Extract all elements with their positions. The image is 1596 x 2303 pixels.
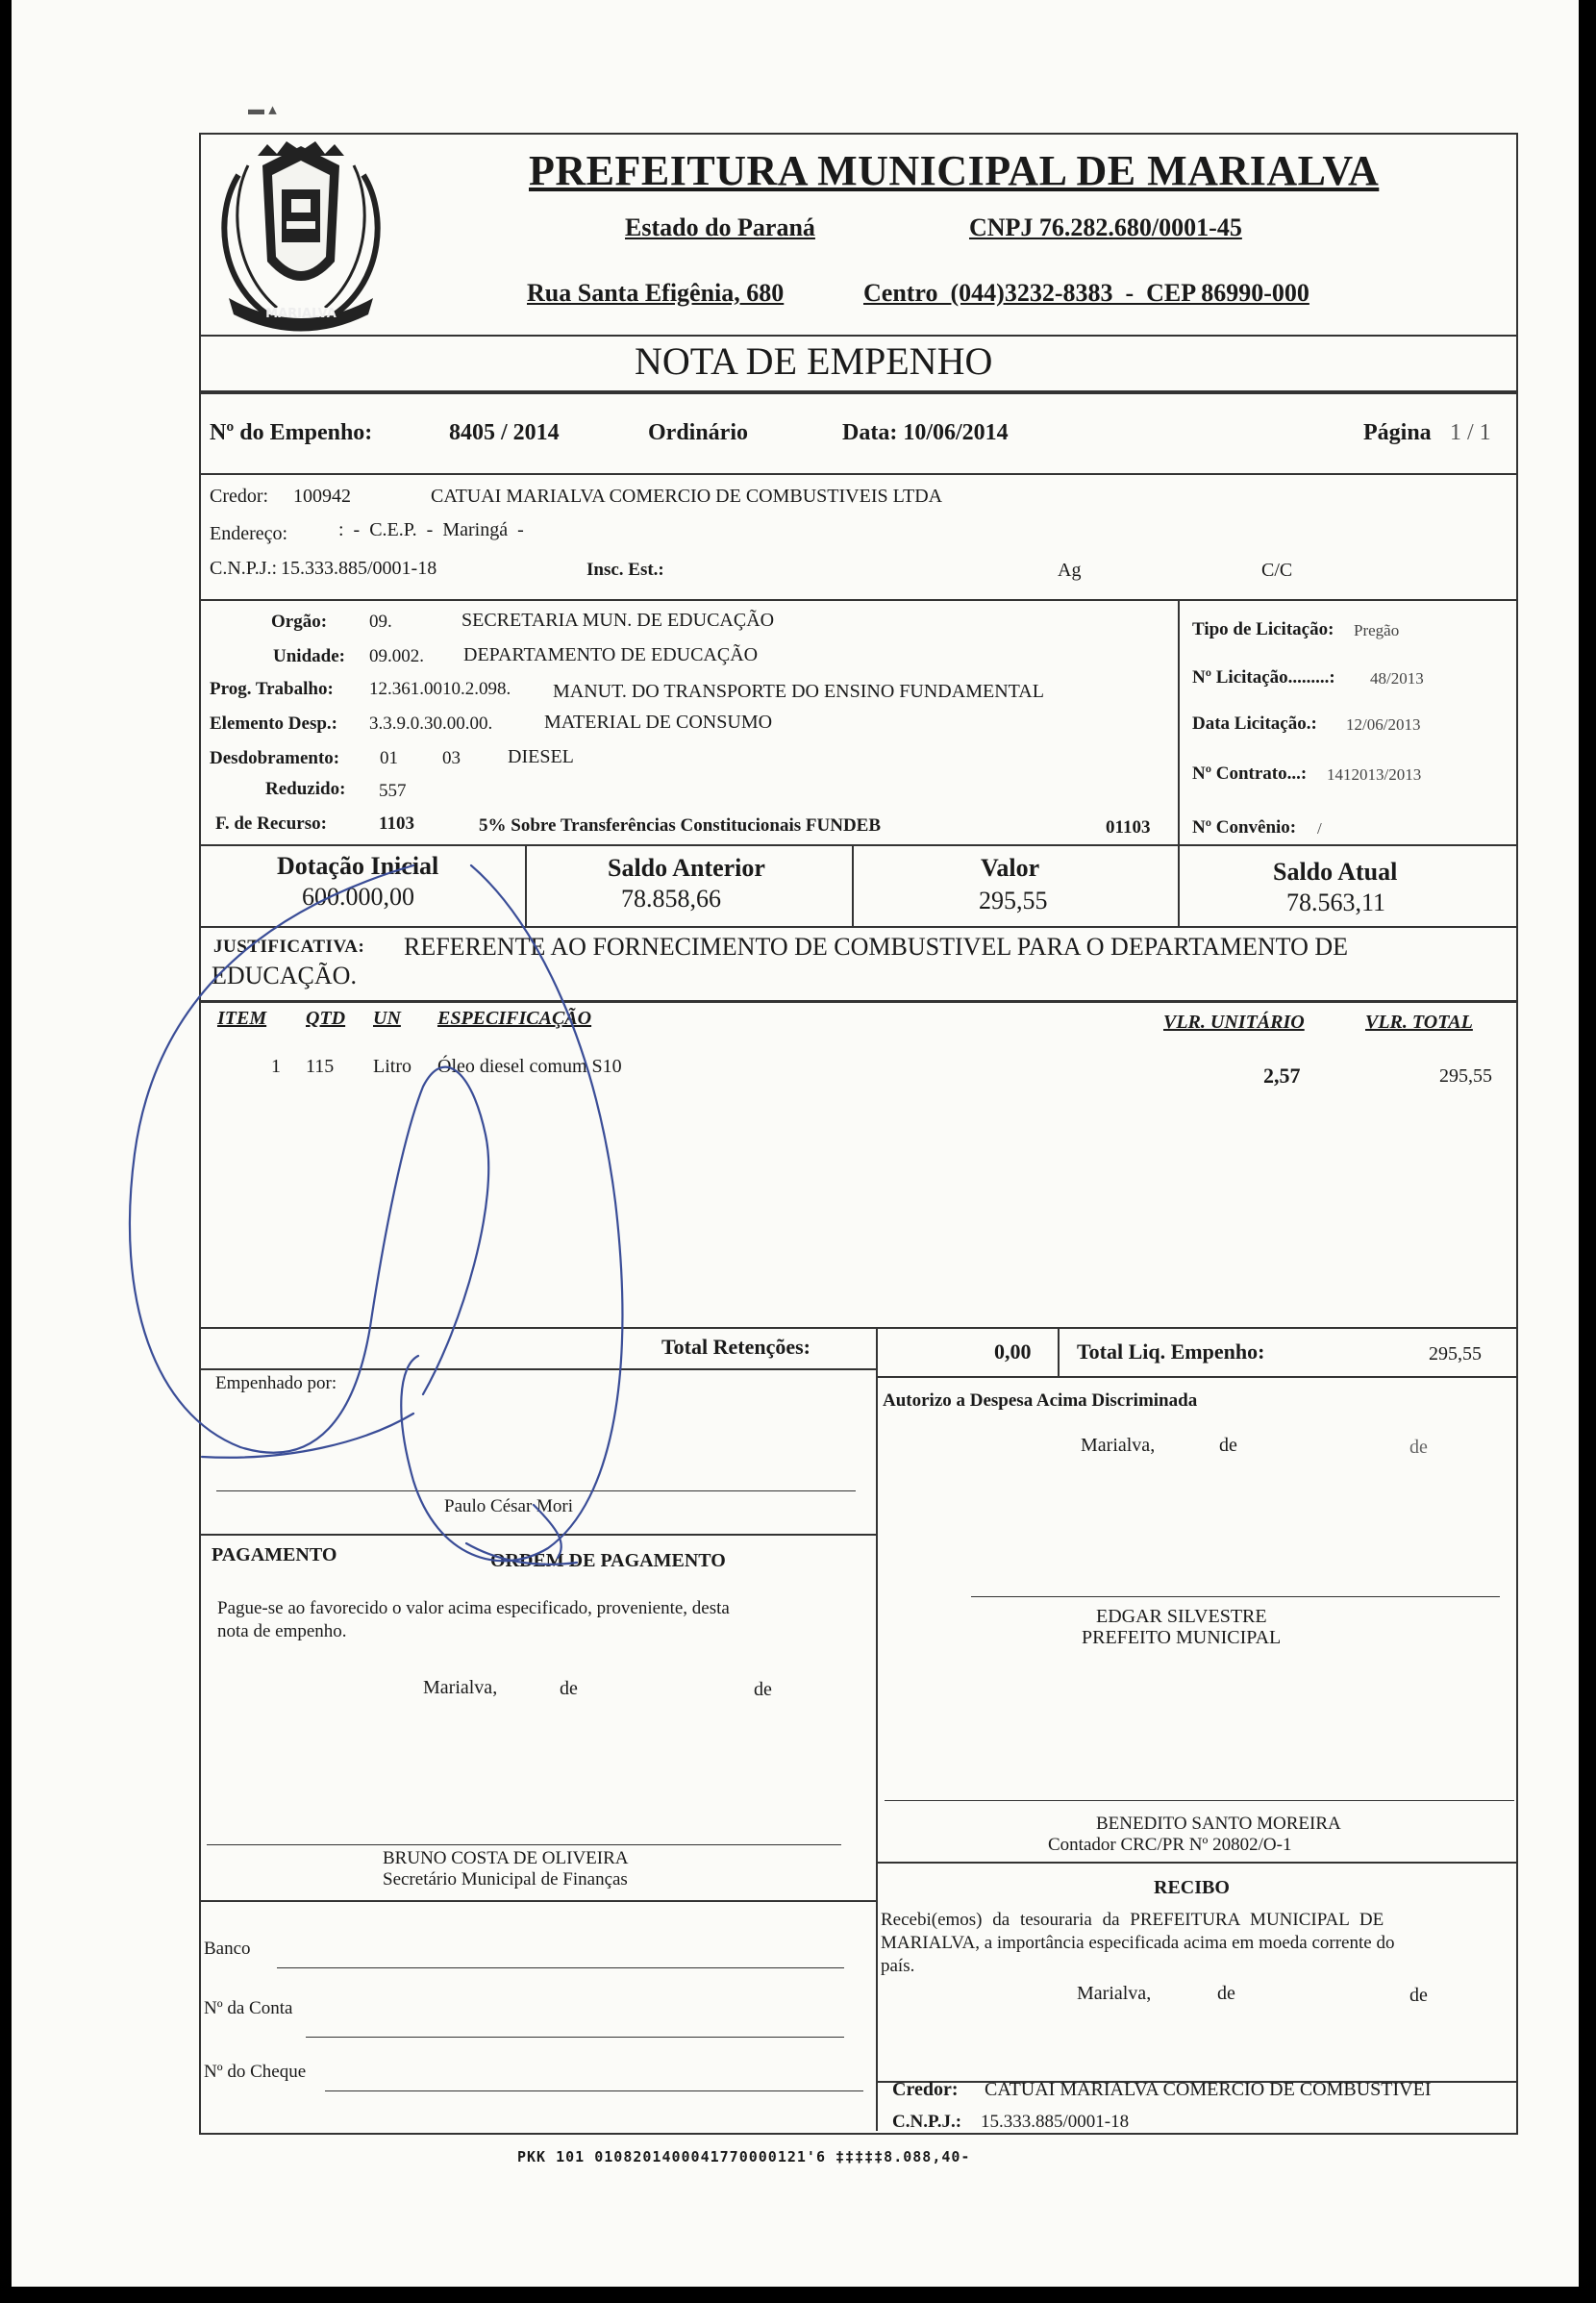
city-cnpj: CNPJ 76.282.680/0001-45 [969,213,1242,241]
city-hall-title: PREFEITURA MUNICIPAL DE MARIALVA [529,147,1380,194]
secretario-title: Secretário Municipal de Finanças [383,1869,628,1890]
orgao-code: 09. [369,612,392,632]
conta-label: Nº da Conta [204,1998,293,2018]
col-header-valor-total: VLR. TOTAL [1365,1012,1473,1033]
unidade-label: Unidade: [273,646,345,666]
city-seal [210,137,392,334]
dotacao-label: Dotação Inicial [277,852,439,880]
credor-label: Credor: [210,486,269,507]
pagamento-de-2: de [754,1679,772,1700]
recibo-de-1: de [1217,1983,1235,2004]
numero-licitacao-value: 48/2013 [1370,669,1424,688]
prog-code: 12.361.0010.2.098. [369,679,511,699]
item-row-1-especificacao: Óleo diesel comum S10 [437,1056,622,1077]
recibo-text-line2: MARIALVA, a importância especificada acima em moeda corrente do [881,1933,1395,1953]
data-licitacao-label: Data Licitação.: [1192,713,1317,734]
prefeito-name: EDGAR SILVESTRE [1096,1606,1267,1627]
pagamento-label: PAGAMENTO [212,1544,337,1565]
justificativa-text-line2: EDUCAÇÃO. [212,962,357,989]
empenhado-por-label: Empenhado por: [215,1373,337,1393]
elemento-name: MATERIAL DE CONSUMO [544,712,773,733]
orgao-label: Orgão: [271,612,328,632]
item-row-1-item: 1 [271,1056,281,1077]
credor-cnpj-label: C.N.P.J.: [210,558,278,579]
agency-label: Ag [1058,560,1082,581]
convenio-label: Nº Convênio: [1192,817,1297,838]
col-header-valor-unitario: VLR. UNITÁRIO [1163,1012,1305,1033]
col-header-un: UN [373,1008,401,1029]
recibo-title: RECIBO [1154,1877,1230,1898]
justificativa-label: JUSTIFICATIVA: [213,937,365,957]
prog-name: MANUT. DO TRANSPORTE DO ENSINO FUNDAMENTAL [553,681,1044,702]
page-number: 1 / 1 [1450,420,1491,445]
data-licitacao-value: 12/06/2013 [1346,715,1421,734]
saldo-anterior-value: 78.858,66 [621,885,721,913]
city-contact: Centro (044)3232-8383 - CEP 86990-000 [863,279,1309,307]
desdobramento-name: DIESEL [508,746,574,767]
autorizo-de-2: de [1409,1437,1428,1458]
fonte-recurso-label: F. de Recurso: [215,814,327,834]
recibo-text-line1: Recebi(emos) da tesouraria da PREFEITURA MUNICIPAL DE [881,1910,1384,1930]
tipo-licitacao-label: Tipo de Licitação: [1192,619,1334,639]
pagamento-text-line1: Pague-se ao favorecido o valor acima especificado, proveniente, desta [217,1598,730,1618]
pagamento-text-line2: nota de empenho. [217,1621,347,1641]
empenho-date: Data: 10/06/2014 [842,420,1009,445]
desdobramento-label: Desdobramento: [210,748,340,768]
fonte-recurso-code: 1103 [379,814,414,834]
prefeito-title: PREFEITO MUNICIPAL [1082,1627,1282,1648]
pagamento-de-1: de [560,1678,578,1699]
elemento-label: Elemento Desp.: [210,713,337,734]
document-title: NOTA DE EMPENHO [635,339,993,383]
valor-value: 295,55 [979,887,1048,914]
recibo-text-line3: país. [881,1956,915,1976]
desdobramento-code: 01 [380,748,398,768]
empenho-number: 8405 / 2014 [449,420,560,445]
total-liquido-label: Total Liq. Empenho: [1077,1339,1265,1364]
authentication-stamp: PKK 101 0108201400041770000121'6 ‡‡‡‡‡8.088,40- [517,2148,971,2165]
saldo-atual-label: Saldo Atual [1273,858,1398,886]
ordem-pagamento-label: ORDEM DE PAGAMENTO [490,1550,726,1571]
saldo-atual-value: 78.563,11 [1286,889,1386,916]
page-label: Página [1363,420,1432,445]
autorizo-despesa-label: Autorizo a Despesa Acima Discriminada [883,1390,1198,1411]
justificativa-text-line1: REFERENTE AO FORNECIMENTO DE COMBUSTIVEL PARA O DEPARTAMENTO DE [404,933,1349,961]
seal-banner-text: MARIALVA [265,307,337,321]
contrato-label: Nº Contrato...: [1192,763,1308,784]
empenho-type: Ordinário [648,420,749,445]
recibo-credor-label: Credor: [892,2079,959,2100]
endereco-value: : - C.E.P. - Maringá - [338,519,524,540]
endereco-label: Endereço: [210,523,288,544]
elemento-code: 3.3.9.0.30.00.00. [369,713,493,734]
recibo-city: Marialva, [1077,1983,1152,2004]
pagamento-city: Marialva, [423,1677,498,1698]
numero-licitacao-label: Nº Licitação.........: [1192,667,1335,688]
saldo-anterior-label: Saldo Anterior [608,854,765,882]
cheque-label: Nº do Cheque [204,2062,307,2082]
city-address: Rua Santa Efigênia, 680 [527,279,785,307]
recibo-credor-value: CATUAI MARIALVA COMERCIO DE COMBUSTIVEI [985,2079,1432,2100]
tipo-licitacao-value: Pregão [1354,621,1400,639]
scan-mark: ▬ ▴ [248,100,277,118]
insc-est-label: Insc. Est.: [586,560,664,580]
total-retencoes-value: 0,00 [994,1339,1032,1364]
fonte-recurso-number: 01103 [1106,817,1151,838]
desdobramento-sub: 03 [442,748,461,768]
col-header-qtd: QTD [306,1008,346,1029]
recibo-cnpj-value: 15.333.885/0001-18 [981,2112,1130,2132]
col-header-especificacao: ESPECIFICAÇÃO [437,1008,592,1029]
credor-cnpj: 15.333.885/0001-18 [281,558,437,579]
account-label: C/C [1261,560,1293,581]
recibo-de-2: de [1409,1985,1428,2006]
convenio-value: / [1317,819,1322,838]
valor-label: Valor [981,854,1040,882]
contador-title: Contador CRC/PR Nº 20802/O-1 [1048,1835,1292,1855]
reduzido-value: 557 [379,781,407,801]
item-row-1-valor-total: 295,55 [1439,1065,1492,1087]
state-name: Estado do Paraná [625,213,815,241]
unidade-code: 09.002. [369,646,424,666]
col-header-item: ITEM [217,1008,267,1029]
orgao-name: SECRETARIA MUN. DE EDUCAÇÃO [461,610,775,631]
secretario-name: BRUNO COSTA DE OLIVEIRA [383,1848,629,1868]
credor-code: 100942 [293,486,351,507]
recibo-cnpj-label: C.N.P.J.: [892,2112,962,2132]
contrato-value: 1412013/2013 [1327,765,1422,784]
item-row-1-valor-unitario: 2,57 [1263,1064,1301,1088]
empenhado-por-name: Paulo César Mori [444,1496,574,1516]
credor-name: CATUAI MARIALVA COMERCIO DE COMBUSTIVEIS LTDA [431,486,943,507]
autorizo-de-1: de [1219,1435,1237,1456]
empenho-number-label: Nº do Empenho: [210,420,373,445]
fonte-recurso-name: 5% Sobre Transferências Constitucionais FUNDEB [479,815,882,836]
contador-name: BENEDITO SANTO MOREIRA [1096,1814,1341,1834]
dotacao-value: 600.000,00 [302,883,414,911]
item-row-1-un: Litro [373,1056,411,1077]
prog-label: Prog. Trabalho: [210,679,334,699]
autorizo-city: Marialva, [1081,1435,1156,1456]
banco-label: Banco [204,1939,251,1959]
item-row-1-qtd: 115 [306,1056,335,1077]
total-retencoes-label: Total Retenções: [661,1335,810,1359]
total-liquido-value: 295,55 [1429,1343,1482,1364]
reduzido-label: Reduzido: [265,779,346,799]
unidade-name: DEPARTAMENTO DE EDUCAÇÃO [463,644,759,665]
